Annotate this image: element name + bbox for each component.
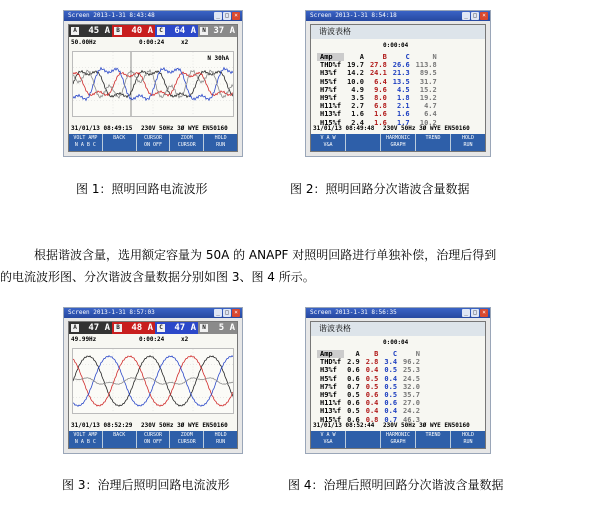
timer: 0:00:04 — [383, 339, 409, 346]
meter-screen — [310, 24, 486, 152]
softkey-bar — [69, 431, 237, 448]
harmonic-label: THD%f — [320, 61, 342, 70]
harmonic-label: H3%f — [320, 69, 337, 78]
harmonic-value: 3.4 — [384, 358, 398, 367]
screenshot-fig2 — [305, 10, 491, 157]
harmonic-value: 14.2 — [347, 69, 364, 78]
paragraph-line-1: 根据谐波含量，选用额定容量为 50A 的 ANAPF 对照明回路进行单独补偿，治理后得到 — [34, 248, 497, 262]
frequency: 49.99Hz — [71, 336, 97, 343]
caption-fig3: 图 3：治理后照明回路电流波形 — [62, 478, 230, 492]
harmonic-value: 31.7 — [419, 77, 437, 86]
softkey-bar — [311, 431, 485, 448]
softkey-5[interactable]: HOLD RUN — [214, 432, 227, 445]
caption-fig2: 图 2：照明回路分次谐波含量数据 — [290, 182, 470, 196]
harmonic-value: 19.2 — [419, 94, 437, 103]
frequency: 50.00Hz — [71, 39, 97, 46]
harmonic-value: 4.9 — [351, 85, 364, 94]
harmonic-value: 2.9 — [347, 358, 360, 367]
harmonic-value: 46.3 — [403, 415, 420, 424]
harmonic-value: 6.4 — [374, 77, 387, 86]
harmonic-value: 24.5 — [403, 374, 420, 383]
harmonic-value: 27.8 — [369, 61, 387, 70]
softkey-3[interactable]: HARMONIC GRAPH — [381, 431, 416, 448]
footer-date: 31/01/13 08:52:44 — [313, 422, 375, 429]
harmonic-value: 24.2 — [403, 407, 420, 416]
harmonic-value: 0.6 — [347, 415, 360, 424]
window-title-bar — [64, 11, 242, 21]
table-row — [317, 94, 440, 102]
table-row — [317, 61, 440, 69]
phase-a-reading: A 47 A — [69, 322, 112, 334]
harmonic-value: 0.6 — [384, 399, 398, 408]
harmonic-value: 1.6 — [397, 110, 410, 119]
minimize-icon[interactable]: _ — [214, 309, 222, 317]
footer-line — [71, 422, 235, 429]
harmonic-label: H5%f — [320, 374, 337, 383]
phase-b-reading: B 48 A — [112, 322, 155, 334]
timer: 0:00:24 — [139, 336, 165, 343]
harmonic-value: 96.2 — [403, 358, 420, 367]
softkey-1[interactable]: VOLT AMP N A B C — [69, 134, 103, 151]
zoom-level: x2 — [181, 39, 189, 46]
footer-date: 31/01/13 08:49:48 — [313, 125, 375, 132]
softkey-4[interactable]: TREND — [416, 431, 451, 448]
caption-fig4: 图 4：治理后照明回路分次谐波含量数据 — [288, 478, 504, 492]
harmonic-label: H9%f — [320, 391, 337, 400]
waveform-plot — [72, 51, 234, 117]
harmonic-value: 113.8 — [415, 61, 437, 70]
close-icon[interactable]: × — [480, 12, 488, 20]
softkey-1[interactable]: V A W V&A — [311, 134, 346, 151]
harmonic-value: 1.6 — [374, 118, 387, 127]
harmonic-label: H7%f — [320, 85, 337, 94]
harmonic-label: H9%f — [320, 94, 337, 103]
footer-info: 230V 50Hz 3Ø WYE EN50160 — [141, 422, 228, 429]
close-icon[interactable]: × — [480, 309, 488, 317]
footer-date: 31/01/13 08:49:15 — [71, 125, 133, 132]
harmonic-value: 0.8 — [365, 415, 379, 424]
softkey-2[interactable] — [346, 134, 381, 151]
close-icon[interactable]: × — [232, 309, 240, 317]
status-line — [71, 336, 235, 343]
harmonic-value: 4.7 — [424, 102, 437, 111]
softkey-2[interactable]: BACK — [103, 431, 137, 448]
harmonic-value: 2.1 — [397, 102, 410, 111]
harmonic-value: 21.3 — [392, 69, 410, 78]
harmonic-value: 0.7 — [347, 382, 360, 391]
waveform-svg — [73, 349, 233, 413]
table-row — [317, 86, 440, 94]
table-row — [317, 110, 440, 118]
screenshot-fig3 — [63, 307, 243, 454]
harmonic-label: H13%f — [320, 110, 342, 119]
harmonic-value: 6.8 — [374, 102, 387, 111]
footer-line — [71, 125, 235, 132]
harmonic-value: 0.6 — [347, 399, 360, 408]
table-row — [317, 69, 440, 77]
harmonic-value: 0.5 — [347, 407, 360, 416]
harmonic-value: 0.5 — [384, 382, 398, 391]
harmonic-value: 1.8 — [397, 94, 410, 103]
footer-info: 230V 50Hz 3Ø WYE EN50160 — [141, 125, 228, 132]
meter-screen — [68, 321, 238, 449]
harmonic-value: 0.4 — [365, 399, 379, 408]
phase-b-reading: B 40 A — [112, 25, 155, 37]
phase-c-reading: C 64 A — [155, 25, 198, 37]
harmonic-value: 10.2 — [419, 118, 437, 127]
harmonic-value: 89.5 — [419, 69, 437, 78]
harmonic-value: 0.5 — [384, 366, 398, 375]
phase-a-reading: A 45 A — [69, 25, 112, 37]
table-row — [317, 383, 423, 391]
table-row — [317, 358, 423, 366]
harmonic-value: 0.6 — [347, 374, 360, 383]
softkey-5[interactable]: HOLD RUN — [461, 432, 475, 445]
softkey-bar — [311, 134, 485, 151]
timer: 0:00:04 — [383, 42, 409, 49]
harmonic-label: THD%f — [320, 358, 342, 367]
harmonic-label: H5%f — [320, 77, 337, 86]
minimize-icon[interactable]: _ — [462, 12, 470, 20]
harmonic-value: 24.1 — [369, 69, 387, 78]
harmonic-value: 15.2 — [419, 85, 437, 94]
softkey-5[interactable]: HOLD RUN — [461, 135, 475, 148]
harmonic-table — [317, 350, 423, 424]
harmonic-value: 6.4 — [424, 110, 437, 119]
cursor-readout: N 30hA — [207, 55, 229, 62]
waveform-plot — [72, 348, 234, 414]
softkey-5[interactable]: HOLD RUN — [214, 135, 227, 148]
softkey-3[interactable]: HARMONIC GRAPH — [381, 134, 416, 151]
softkey-2[interactable] — [346, 431, 381, 448]
harmonic-value: 26.6 — [392, 61, 410, 70]
harmonic-label: H11%f — [320, 102, 342, 111]
harmonic-value: 0.6 — [365, 391, 379, 400]
footer-info: 230V 50Hz 3Ø WYE EN50160 — [383, 125, 470, 132]
harmonic-value: 25.3 — [403, 366, 420, 375]
paragraph-line-2: 的电流波形图、分次谐波含量数据分别如图 3、图 4 所示。 — [0, 270, 315, 284]
harmonic-value: 32.0 — [403, 382, 420, 391]
harmonic-value: 0.5 — [365, 382, 379, 391]
softkey-4[interactable]: ZOOM CURSOR — [170, 134, 204, 151]
harmonic-value: 0.5 — [384, 391, 398, 400]
harmonic-table — [317, 53, 440, 127]
window-title-bar — [64, 308, 242, 318]
harmonic-value: 2.7 — [351, 102, 364, 111]
harmonic-label: H11%f — [320, 399, 342, 408]
table-row — [317, 407, 423, 415]
harmonic-value: 9.6 — [374, 85, 387, 94]
harmonic-value: 10.0 — [347, 77, 364, 86]
softkey-4[interactable]: ZOOM CURSOR — [170, 431, 204, 448]
phase-n-reading: N 37 A — [198, 25, 237, 37]
softkey-bar — [69, 134, 237, 151]
window-title: Screen 2013-1-31 8:54:18 — [310, 12, 397, 19]
harmonic-value: 0.4 — [384, 374, 398, 383]
softkey-4[interactable]: TREND — [416, 134, 451, 151]
harmonic-value: 0.6 — [347, 366, 360, 375]
maximize-icon[interactable]: □ — [223, 12, 231, 20]
harmonic-value: 2.4 — [351, 118, 364, 127]
table-header-title: 谐波表格 — [311, 25, 485, 39]
table-header-row: Amp A B C N — [317, 350, 423, 358]
softkey-2[interactable]: BACK — [103, 134, 137, 151]
harmonic-value: 0.5 — [347, 391, 360, 400]
harmonic-label: H7%f — [320, 382, 337, 391]
table-row — [317, 375, 423, 383]
window-title: Screen 2013-1-31 8:56:35 — [310, 309, 397, 316]
harmonic-value: 35.7 — [403, 391, 420, 400]
phase-c-reading: C 47 A — [155, 322, 198, 334]
harmonic-value: 8.0 — [374, 94, 387, 103]
footer-line — [313, 125, 483, 132]
window-title: Screen 2013-1-31 8:57:03 — [68, 309, 155, 316]
table-header-row: Amp A B C N — [317, 53, 440, 61]
maximize-icon[interactable]: □ — [223, 309, 231, 317]
harmonic-label: H15%f — [320, 118, 342, 127]
zoom-level: x2 — [181, 336, 189, 343]
footer-info: 230V 50Hz 3Ø WYE EN50160 — [383, 422, 470, 429]
close-icon[interactable]: × — [232, 12, 240, 20]
maximize-icon[interactable]: □ — [471, 309, 479, 317]
harmonic-value: 0.5 — [365, 374, 379, 383]
harmonic-label: H3%f — [320, 366, 337, 375]
harmonic-value: 0.4 — [365, 407, 379, 416]
maximize-icon[interactable]: □ — [471, 12, 479, 20]
table-header-title: 谐波表格 — [311, 322, 485, 336]
harmonic-value: 27.0 — [403, 399, 420, 408]
table-row — [317, 366, 423, 374]
softkey-1[interactable]: VOLT AMP N A B C — [69, 431, 103, 448]
table-row — [317, 102, 440, 110]
harmonic-value: 4.5 — [397, 85, 410, 94]
harmonic-value: 13.5 — [392, 77, 410, 86]
harmonic-value: 0.4 — [365, 366, 379, 375]
timer: 0:00:24 — [139, 39, 165, 46]
harmonic-value: 2.8 — [365, 358, 379, 367]
phase-n-reading: N 5 A — [198, 322, 237, 334]
softkey-1[interactable]: V A W V&A — [311, 431, 346, 448]
screenshot-fig1 — [63, 10, 243, 157]
status-line — [71, 39, 235, 46]
harmonic-value: 1.6 — [351, 110, 364, 119]
harmonic-value: 1.6 — [374, 110, 387, 119]
body-paragraph — [0, 244, 600, 288]
softkey-3[interactable]: CURSOR ON OFF — [137, 134, 171, 151]
window-title-bar — [306, 11, 490, 21]
table-row — [317, 78, 440, 86]
window-title: Screen 2013-1-31 8:43:48 — [68, 12, 155, 19]
meter-screen — [68, 24, 238, 152]
harmonic-value: 19.7 — [347, 61, 364, 70]
softkey-3[interactable]: CURSOR ON OFF — [137, 431, 171, 448]
minimize-icon[interactable]: _ — [462, 309, 470, 317]
screenshot-fig4 — [305, 307, 491, 454]
harmonic-value: 3.5 — [351, 94, 364, 103]
harmonic-value: 1.7 — [397, 118, 410, 127]
footer-line — [313, 422, 483, 429]
meter-screen — [310, 321, 486, 449]
harmonic-label: H15%f — [320, 415, 342, 424]
window-title-bar — [306, 308, 490, 318]
harmonic-label: H13%f — [320, 407, 342, 416]
caption-fig1: 图 1：照明回路电流波形 — [76, 182, 208, 196]
footer-date: 31/01/13 08:52:29 — [71, 422, 133, 429]
table-row — [317, 399, 423, 407]
harmonic-value: 0.4 — [384, 407, 398, 416]
minimize-icon[interactable]: _ — [214, 12, 222, 20]
harmonic-value: 0.7 — [384, 415, 398, 424]
table-row — [317, 391, 423, 399]
